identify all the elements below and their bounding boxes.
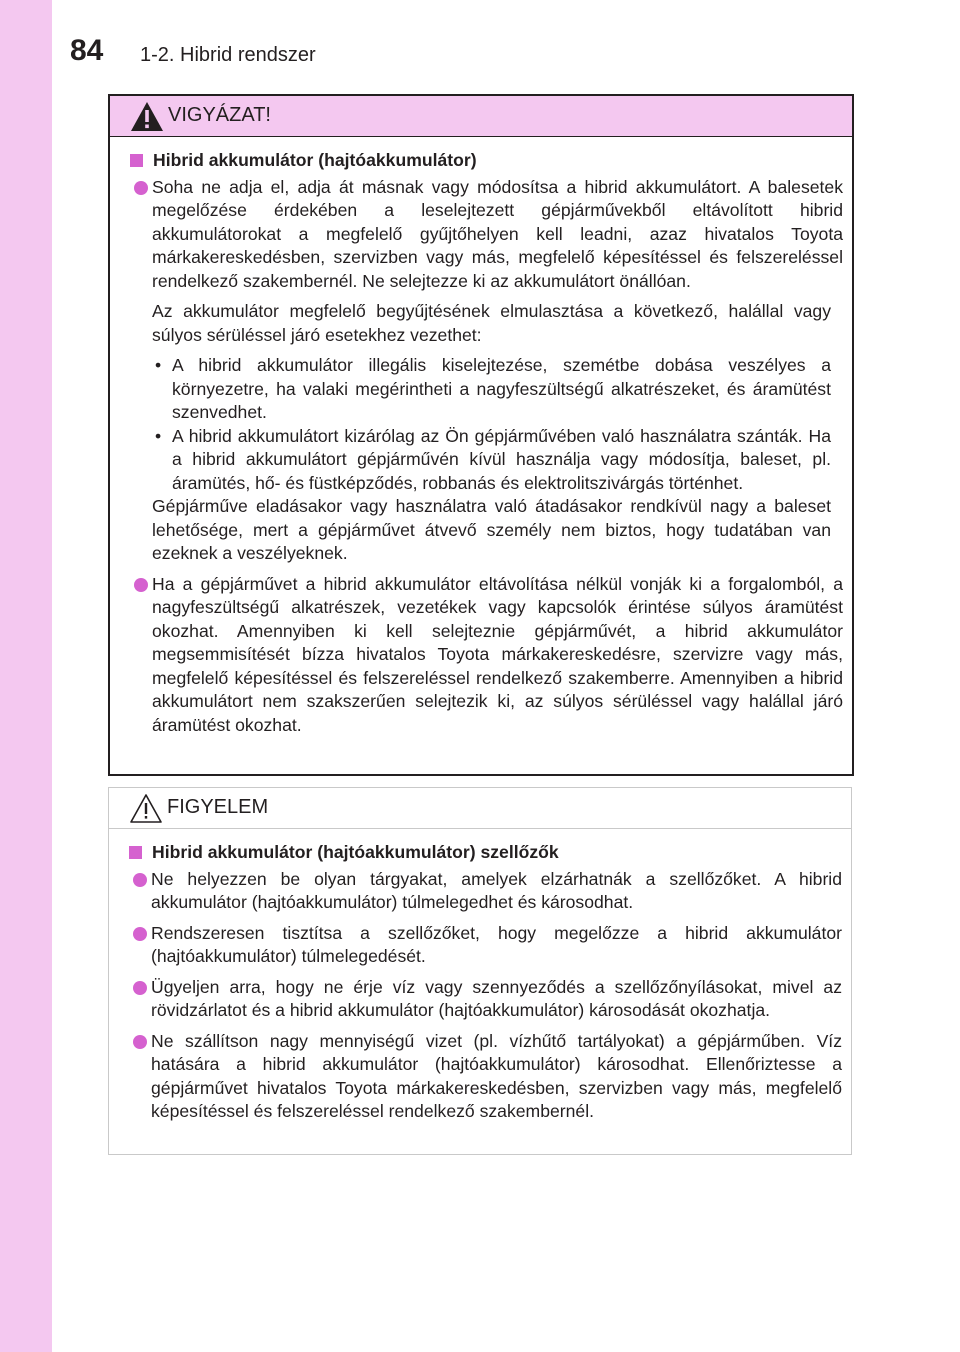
warning-triangle-filled-icon [130,101,164,132]
section-title: 1-2. Hibrid rendszer [140,44,316,66]
round-bullet-icon [133,873,147,887]
warning-body [110,137,852,737]
notice-bullet [129,1030,842,1124]
notice-bullet [129,922,842,969]
warning-triangle-outline-icon [129,793,163,824]
notice-box [108,787,852,1155]
sub-bullet-mark: • [155,425,162,446]
notice-subheading-text: Hibrid akkumulátor (hajtóakkumulátor) szellőzők [152,842,559,862]
page-number: 84 [70,34,104,67]
warning-bullet-text: Ha a gépjárművet a hibrid akkumulátor eltávolítása nélkül vonják ki a forgalomból, a nagyfeszültségű alkatrészek, vezetékek vagy kapcsolók érintése súlyos áramütést okozhat. Amennyiben ki kell selejteznie gépjárművét, a hibrid akkumulátor megsemmisítését bízza hivatalos Toyota márkakereskedésre, szervizre vagy más, megfelelő képesítéssel és felszereléssel rendelkező szakemberre. Amennyiben a hibrid akkumulátort nem szakszerűen selejtezik ki, az súlyos sérüléssel vagy halállal járó áramütést okozhat. [152,573,843,735]
notice-bullet-text: Ne szállítson nagy mennyiségű vizet (pl. vízhűtő tartályokat) a gépjárműben. Víz hatására a hibrid akkumulátor (hajtóakkumulátor) károsodhat. Ellenőriztesse a gépjárművet hivatalos Toyota márkakereskedésben, szervizben vagy más, megfelelő képesítéssel és felszereléssel rendelkező szakembernél. [151,1030,842,1121]
warning-box-header [110,96,852,137]
warning-paragraph: Gépjárműve eladásakor vagy használatra való átadásakor rendkívül nagy a baleset lehetősége, mert a gépjárművet átvevő személy nem biztos, hogy tudatában van ezeknek a veszélyeknek. [152,496,831,563]
round-bullet-icon [134,181,148,195]
warning-sub-bullet [130,354,843,425]
notice-bullet [129,868,842,915]
round-bullet-icon [133,981,147,995]
warning-subheading-text: Hibrid akkumulátor (hajtóakkumulátor) [153,150,477,170]
warning-subheading [130,149,843,173]
notice-subheading [129,841,842,865]
round-bullet-icon [133,927,147,941]
notice-bullet-text: Rendszeresen tisztítsa a szellőzőket, hogy megelőzze a hibrid akkumulátor (hajtóakkumulátor) túlmelegedését. [151,922,842,966]
notice-body [109,829,851,1124]
notice-bullet-text: Ügyeljen arra, hogy ne érje víz vagy szennyeződés a szellőzőnyílásokat, mivel az rövidzárlatot és a hibrid akkumulátor (hajtóakkumulátor) károsodását okozhatja. [151,976,842,1020]
notice-box-header [109,788,851,829]
notice-bullet-text: Ne helyezzen be olyan tárgyakat, amelyek elzárhatnák a szellőzőket. A hibrid akkumulátor (hajtóakkumulátor) túlmelegedhet és károsodhat. [151,868,842,912]
notice-bullet [129,976,842,1023]
sub-bullet-mark: • [155,355,162,375]
notice-title: FIGYELEM [167,796,269,818]
round-bullet-icon [134,578,148,592]
warning-paragraph: Az akkumulátor megfelelő begyűjtésének elmulasztása a következő, halállal vagy súlyos sérüléssel járó esetekhez vezethet: [152,301,831,345]
warning-box [108,94,854,776]
warning-bullet [130,573,843,738]
warning-sub-bullet [130,425,843,496]
warning-sub-bullet-text: A hibrid akkumulátort kizárólag az Ön gépjárművében való használatra szánták. Ha a hibrid akkumulátort gépjárművén kívül használja vagy módosítja, baleset, pl. áramütés, hő- és füstképződés, robbanás és elektrolitszivárgás történhet. [172,425,831,493]
square-bullet-icon [130,154,143,167]
round-bullet-icon [133,1035,147,1049]
warning-title: VIGYÁZAT! [168,104,271,126]
square-bullet-icon [129,846,142,859]
warning-sub-bullet-text: A hibrid akkumulátor illegális kiselejtezése, szemétbe dobása veszélyes a környezetre, ha valaki megérintheti a nagyfeszültségű alkatrészeket, és áramütést szenvedhet. [172,355,831,422]
side-color-strip [0,0,52,1352]
warning-bullet-text: Soha ne adja el, adja át másnak vagy módosítsa a hibrid akkumulátort. A balesetek megelőzése érdekében a leselejtezett gépjárművekből eltávolított hibrid akkumulátorokat a megfelelő gyűjtőhelyen kell leadni, azaz hivatalos Toyota márkakereskedésben, szervizben vagy más, megfelelő képesítéssel és felszereléssel rendelkező szakembernél. Ne selejtezze ki az akkumulátort önállóan. [152,176,843,291]
warning-bullet [130,176,843,294]
